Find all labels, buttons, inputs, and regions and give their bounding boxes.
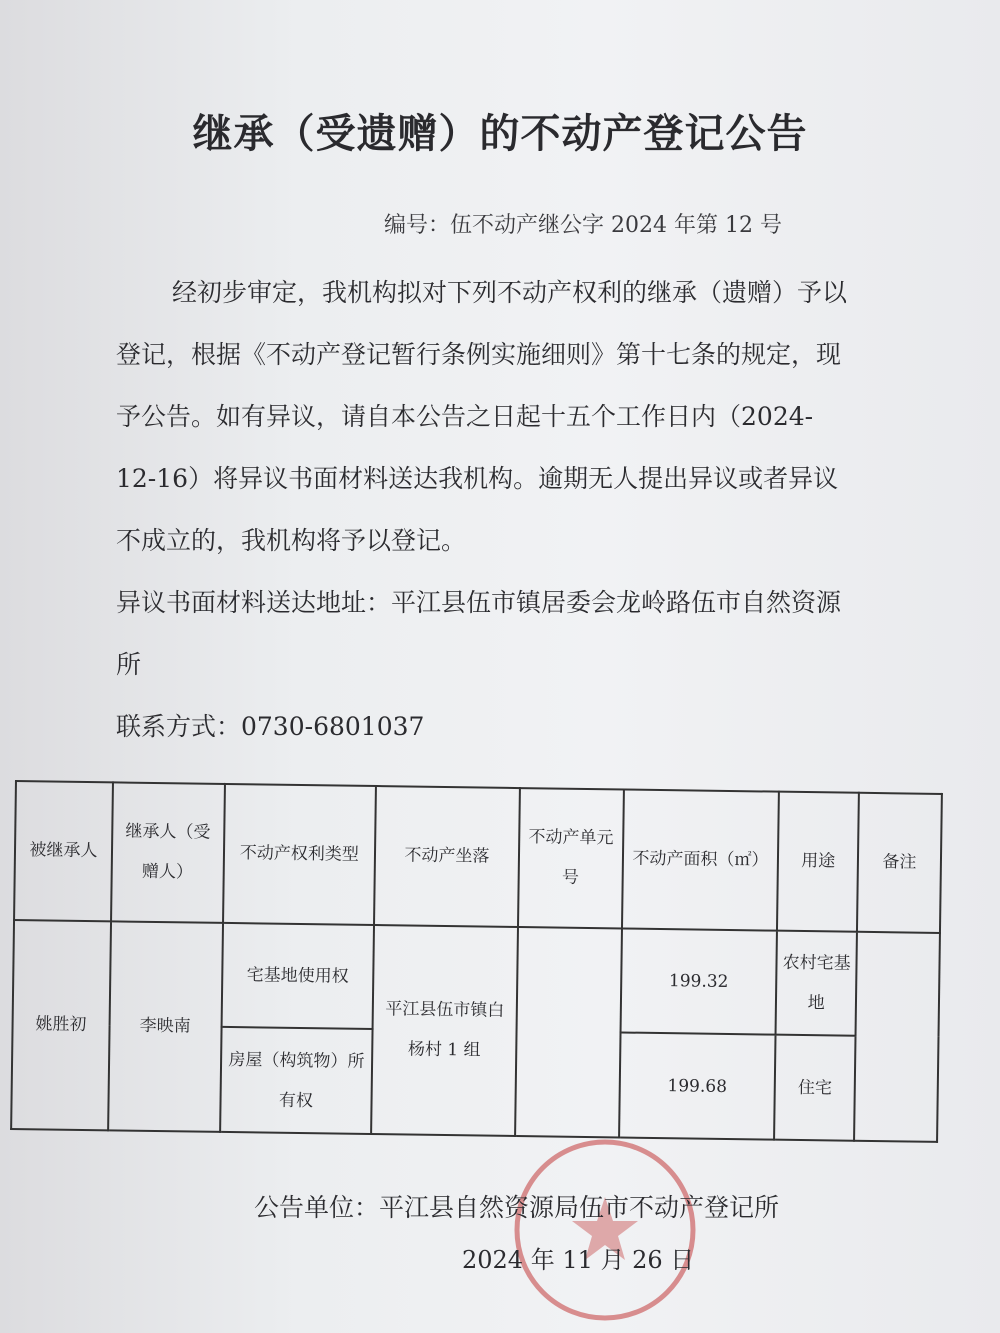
header-decedent: 被继承人 [14, 781, 113, 921]
cell-area: 199.68 [619, 1033, 776, 1140]
cell-area: 199.32 [620, 928, 777, 1035]
property-table [10, 780, 943, 1143]
objection-address: 异议书面材料送达地址：平江县伍市镇居委会龙岭路伍市自然资源所 [116, 588, 842, 679]
cell-location: 平江县伍市镇白杨村 1 组 [371, 925, 518, 1136]
header-area: 不动产面积（㎡） [622, 789, 780, 930]
cell-remark [854, 932, 940, 1142]
cell-right-type: 房屋（构筑物）所有权 [220, 1027, 373, 1134]
cell-decedent: 姚胜初 [11, 920, 111, 1131]
table-header-row [14, 781, 942, 933]
issuing-unit: 公告单位：平江县自然资源局伍市不动产登记所 [254, 1193, 780, 1222]
cell-right-type: 宅基地使用权 [221, 923, 374, 1030]
issue-date: 2024 年 11 月 26 日 [462, 1246, 695, 1274]
cell-heir: 李映南 [108, 921, 223, 1132]
contact-info: 联系方式：0730-6801037 [116, 712, 425, 741]
cell-usage: 住宅 [774, 1035, 855, 1141]
header-right-type: 不动产权利类型 [223, 784, 377, 925]
header-unit-number: 不动产单元号 [518, 788, 624, 928]
header-remark: 备注 [857, 793, 942, 933]
header-location: 不动产坐落 [374, 786, 520, 927]
document-number: 编号：伍不动产继公字 2024 年第 12 号 [384, 213, 782, 238]
notice-paragraph-main: 经初步审定，我机构拟对下列不动产权利的继承（遗赠）予以登记，根据《不动产登记暂行条例实施细则》第十七条的规定，现予公告。如有异议，请自本公告之日起十五个工作日内（2024-12-16）将异议书面材料送达我机构。逾期无人提出异议或者异议不成立的，我机构将予以登记。 [116, 278, 848, 555]
cell-usage: 农村宅基地 [776, 930, 857, 1036]
header-usage: 用途 [777, 792, 859, 932]
table-row [13, 920, 940, 1038]
page-title: 继承（受遗赠）的不动产登记公告 [192, 111, 808, 157]
cell-unit-number [515, 927, 622, 1138]
official-seal [510, 1135, 700, 1325]
header-heir: 继承人（受赠人） [111, 782, 225, 922]
notice-body [116, 262, 851, 758]
